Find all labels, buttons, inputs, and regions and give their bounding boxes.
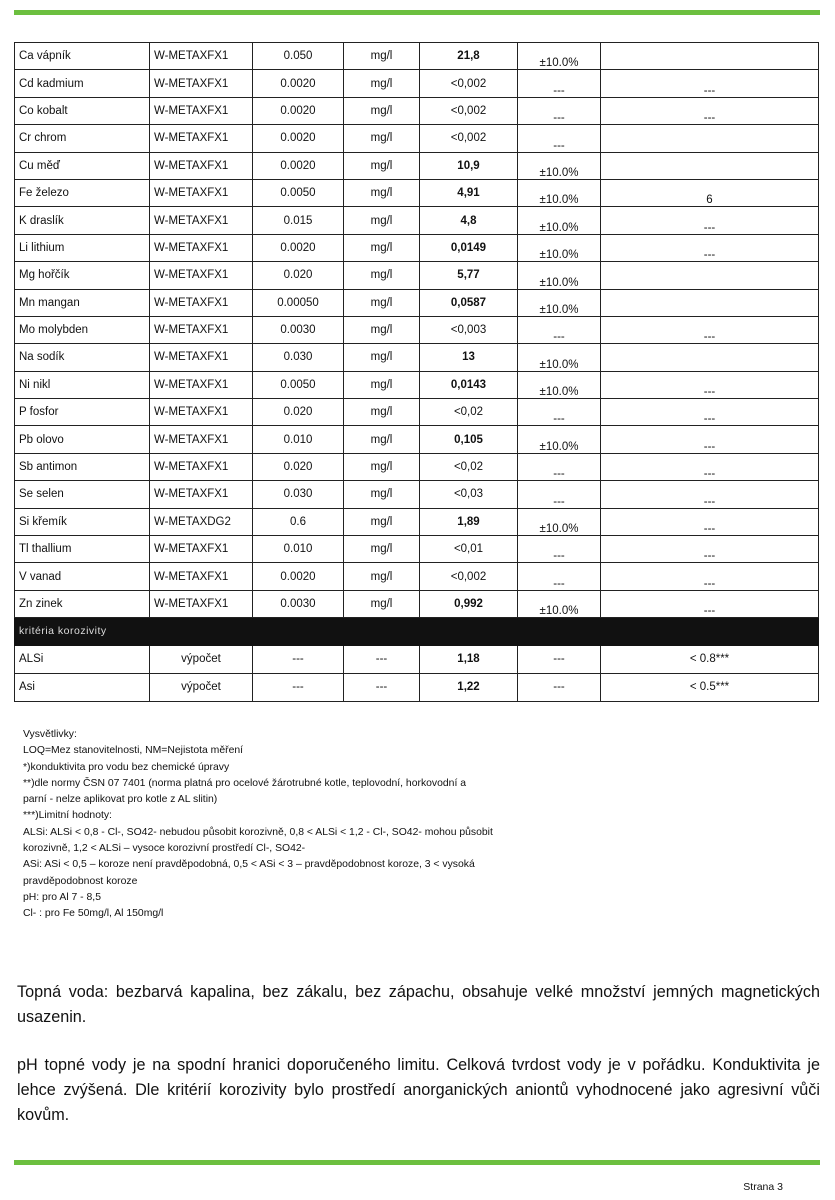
value-cell: <0,02 xyxy=(420,453,518,480)
table-row xyxy=(15,70,819,97)
loq-cell: 0.010 xyxy=(253,536,344,563)
table-row xyxy=(15,207,819,234)
unit-cell: mg/l xyxy=(344,289,420,316)
table-row xyxy=(15,590,819,617)
bottom-green-rule xyxy=(14,1160,820,1165)
unit-cell: mg/l xyxy=(344,590,420,617)
loq-cell: 0.030 xyxy=(253,344,344,371)
table-row xyxy=(15,152,819,179)
element-cell: Se selen xyxy=(15,481,150,508)
element-cell: Ca vápník xyxy=(15,43,150,70)
uncertainty-cell: ±10.0% xyxy=(518,426,601,453)
note-line: Cl- : pro Fe 50mg/l, Al 150mg/l xyxy=(23,908,164,920)
value-cell: 1,18 xyxy=(420,645,518,673)
value-cell: <0,002 xyxy=(420,70,518,97)
limit-cell: --- xyxy=(601,399,819,426)
note-line: ***)Limitní hodnoty: xyxy=(23,810,112,822)
value-cell: 1,89 xyxy=(420,508,518,535)
table-row xyxy=(15,536,819,563)
table-row xyxy=(15,262,819,289)
method-cell: W-METAXFX1 xyxy=(150,152,253,179)
section-title: kritéria korozivity xyxy=(15,618,819,645)
unit-cell: mg/l xyxy=(344,536,420,563)
value-cell: 4,8 xyxy=(420,207,518,234)
loq-cell: 0.00050 xyxy=(253,289,344,316)
unit-cell: mg/l xyxy=(344,125,420,152)
uncertainty-cell: ±10.0% xyxy=(518,43,601,70)
limit-cell xyxy=(601,262,819,289)
table-row xyxy=(15,97,819,124)
uncertainty-cell: ±10.0% xyxy=(518,152,601,179)
uncertainty-cell: ±10.0% xyxy=(518,179,601,206)
note-line: ASi: ASi < 0,5 – koroze není pravděpodobná, 0,5 < ASi < 3 – pravděpodobnost koroze, 3 < vysoká xyxy=(23,859,475,871)
limit-cell xyxy=(601,344,819,371)
value-cell: <0,002 xyxy=(420,563,518,590)
method-cell: W-METAXFX1 xyxy=(150,563,253,590)
note-line: pravděpodobnost koroze xyxy=(23,875,138,887)
table-row xyxy=(15,563,819,590)
element-cell: V vanad xyxy=(15,563,150,590)
uncertainty-cell: --- xyxy=(518,399,601,426)
unit-cell: mg/l xyxy=(344,344,420,371)
element-cell: Mn mangan xyxy=(15,289,150,316)
method-cell: W-METAXFX1 xyxy=(150,371,253,398)
unit-cell: mg/l xyxy=(344,97,420,124)
value-cell: 21,8 xyxy=(420,43,518,70)
element-cell: K draslík xyxy=(15,207,150,234)
paragraph-heating-water: Topná voda: bezbarvá kapalina, bez zákalu, bez zápachu, obsahuje velké množství jemných magnetických usazenin. xyxy=(17,983,820,1026)
method-cell: výpočet xyxy=(150,673,253,701)
section-header-row xyxy=(15,618,819,645)
limit-cell: < 0.8*** xyxy=(601,645,819,673)
limit-cell: < 0.5*** xyxy=(601,673,819,701)
table-row xyxy=(15,426,819,453)
element-cell: Mo molybden xyxy=(15,316,150,343)
results-table xyxy=(14,42,819,702)
element-cell: P fosfor xyxy=(15,399,150,426)
method-cell: W-METAXFX1 xyxy=(150,234,253,261)
uncertainty-cell: --- xyxy=(518,316,601,343)
note-line: LOQ=Mez stanovitelnosti, NM=Nejistota měření xyxy=(23,745,244,757)
unit-cell: mg/l xyxy=(344,316,420,343)
loq-cell: 0.0020 xyxy=(253,152,344,179)
value-cell: 4,91 xyxy=(420,179,518,206)
element-cell: Sb antimon xyxy=(15,453,150,480)
paragraph-assessment: pH topné vody je na spodní hranici doporučeného limitu. Celková tvrdost vody je v pořádku. Konduktivita je lehce zvýšená. Dle kritérií korozivity bylo prostředí anorganických aniontů vyhodnocené jako agresivní vůči kovům. xyxy=(17,1056,820,1124)
value-cell: <0,003 xyxy=(420,316,518,343)
method-cell: W-METAXFX1 xyxy=(150,316,253,343)
method-cell: W-METAXFX1 xyxy=(150,289,253,316)
note-line: pH: pro Al 7 - 8,5 xyxy=(23,891,101,903)
loq-cell: --- xyxy=(253,673,344,701)
value-cell: 1,22 xyxy=(420,673,518,701)
method-cell: W-METAXFX1 xyxy=(150,536,253,563)
uncertainty-cell: ±10.0% xyxy=(518,590,601,617)
element-cell: Tl thallium xyxy=(15,536,150,563)
unit-cell: mg/l xyxy=(344,453,420,480)
loq-cell: 0.020 xyxy=(253,399,344,426)
method-cell: W-METAXDG2 xyxy=(150,508,253,535)
value-cell: 0,105 xyxy=(420,426,518,453)
note-line: ALSi: ALSi < 0,8 - Cl-, SO42- nebudou působit korozivně, 0,8 < ALSi < 1,2 - Cl-, SO42- mohou působit xyxy=(23,826,493,838)
value-cell: 0,0149 xyxy=(420,234,518,261)
unit-cell: mg/l xyxy=(344,481,420,508)
loq-cell: --- xyxy=(253,645,344,673)
limit-cell: --- xyxy=(601,426,819,453)
note-line: **)dle normy ČSN 07 7401 (norma platná pro ocelové žárotrubné kotle, teplovodní, horkovodní a xyxy=(23,777,467,789)
top-green-rule xyxy=(14,10,820,15)
table-row xyxy=(15,289,819,316)
uncertainty-cell: --- xyxy=(518,563,601,590)
uncertainty-cell: ±10.0% xyxy=(518,234,601,261)
value-cell: 0,992 xyxy=(420,590,518,617)
loq-cell: 0.015 xyxy=(253,207,344,234)
limit-cell: --- xyxy=(601,316,819,343)
table-row xyxy=(15,344,819,371)
element-cell: Ni nikl xyxy=(15,371,150,398)
unit-cell: mg/l xyxy=(344,563,420,590)
unit-cell: --- xyxy=(344,645,420,673)
criterion-cell: Asi xyxy=(15,673,150,701)
table-row xyxy=(15,453,819,480)
element-cell: Mg hořčík xyxy=(15,262,150,289)
corrosion-row xyxy=(15,673,819,701)
note-line: Vysvětlivky: xyxy=(23,729,77,740)
value-cell: 0,0587 xyxy=(420,289,518,316)
unit-cell: mg/l xyxy=(344,70,420,97)
table-row xyxy=(15,125,819,152)
limit-cell: --- xyxy=(601,481,819,508)
unit-cell: mg/l xyxy=(344,399,420,426)
table-row xyxy=(15,179,819,206)
loq-cell: 0.020 xyxy=(253,262,344,289)
uncertainty-cell: ±10.0% xyxy=(518,508,601,535)
method-cell: W-METAXFX1 xyxy=(150,125,253,152)
uncertainty-cell: --- xyxy=(518,70,601,97)
results-table-body xyxy=(15,43,819,702)
uncertainty-cell: --- xyxy=(518,453,601,480)
element-cell: Co kobalt xyxy=(15,97,150,124)
element-cell: Cd kadmium xyxy=(15,70,150,97)
limit-cell: --- xyxy=(601,453,819,480)
table-row xyxy=(15,481,819,508)
note-line: *)konduktivita pro vodu bez chemické úpravy xyxy=(23,761,230,773)
method-cell: W-METAXFX1 xyxy=(150,399,253,426)
method-cell: W-METAXFX1 xyxy=(150,262,253,289)
loq-cell: 0.0020 xyxy=(253,234,344,261)
value-cell: 13 xyxy=(420,344,518,371)
table-row xyxy=(15,234,819,261)
element-cell: Pb olovo xyxy=(15,426,150,453)
explanatory-notes xyxy=(23,727,623,923)
value-cell: <0,02 xyxy=(420,399,518,426)
element-cell: Na sodík xyxy=(15,344,150,371)
unit-cell: --- xyxy=(344,673,420,701)
method-cell: W-METAXFX1 xyxy=(150,590,253,617)
loq-cell: 0.0030 xyxy=(253,590,344,617)
unit-cell: mg/l xyxy=(344,426,420,453)
element-cell: Si křemík xyxy=(15,508,150,535)
uncertainty-cell: ±10.0% xyxy=(518,207,601,234)
method-cell: W-METAXFX1 xyxy=(150,344,253,371)
method-cell: W-METAXFX1 xyxy=(150,179,253,206)
loq-cell: 0.030 xyxy=(253,481,344,508)
value-cell: <0,002 xyxy=(420,97,518,124)
limit-cell xyxy=(601,125,819,152)
unit-cell: mg/l xyxy=(344,179,420,206)
method-cell: W-METAXFX1 xyxy=(150,207,253,234)
table-row xyxy=(15,508,819,535)
limit-cell: --- xyxy=(601,207,819,234)
loq-cell: 0.0020 xyxy=(253,563,344,590)
table-row xyxy=(15,316,819,343)
value-cell: 10,9 xyxy=(420,152,518,179)
loq-cell: 0.0020 xyxy=(253,125,344,152)
limit-cell: --- xyxy=(601,563,819,590)
limit-cell xyxy=(601,43,819,70)
method-cell: W-METAXFX1 xyxy=(150,70,253,97)
uncertainty-cell: ±10.0% xyxy=(518,262,601,289)
unit-cell: mg/l xyxy=(344,262,420,289)
method-cell: výpočet xyxy=(150,645,253,673)
value-cell: <0,002 xyxy=(420,125,518,152)
limit-cell: --- xyxy=(601,508,819,535)
element-cell: Zn zinek xyxy=(15,590,150,617)
unit-cell: mg/l xyxy=(344,371,420,398)
uncertainty-cell: ±10.0% xyxy=(518,289,601,316)
uncertainty-cell: --- xyxy=(518,673,601,701)
uncertainty-cell: --- xyxy=(518,645,601,673)
value-cell: <0,03 xyxy=(420,481,518,508)
uncertainty-cell: --- xyxy=(518,125,601,152)
limit-cell: --- xyxy=(601,234,819,261)
uncertainty-cell: --- xyxy=(518,536,601,563)
uncertainty-cell: --- xyxy=(518,481,601,508)
element-cell: Cu měď xyxy=(15,152,150,179)
value-cell: 5,77 xyxy=(420,262,518,289)
limit-cell: --- xyxy=(601,590,819,617)
criterion-cell: ALSi xyxy=(15,645,150,673)
corrosion-row xyxy=(15,645,819,673)
element-cell: Fe železo xyxy=(15,179,150,206)
method-cell: W-METAXFX1 xyxy=(150,481,253,508)
loq-cell: 0.0050 xyxy=(253,371,344,398)
method-cell: W-METAXFX1 xyxy=(150,97,253,124)
limit-cell xyxy=(601,152,819,179)
uncertainty-cell: ±10.0% xyxy=(518,344,601,371)
table-row xyxy=(15,371,819,398)
loq-cell: 0.050 xyxy=(253,43,344,70)
method-cell: W-METAXFX1 xyxy=(150,426,253,453)
loq-cell: 0.0030 xyxy=(253,316,344,343)
value-cell: 0,0143 xyxy=(420,371,518,398)
unit-cell: mg/l xyxy=(344,152,420,179)
element-cell: Cr chrom xyxy=(15,125,150,152)
unit-cell: mg/l xyxy=(344,43,420,70)
loq-cell: 0.020 xyxy=(253,453,344,480)
note-line: korozivně, 1,2 < ALSi – vysoce korozivní prostředí Cl-, SO42- xyxy=(23,843,306,855)
element-cell: Li lithium xyxy=(15,234,150,261)
loq-cell: 0.0020 xyxy=(253,70,344,97)
limit-cell: --- xyxy=(601,371,819,398)
limit-cell: --- xyxy=(601,97,819,124)
uncertainty-cell: --- xyxy=(518,97,601,124)
method-cell: W-METAXFX1 xyxy=(150,453,253,480)
limit-cell xyxy=(601,289,819,316)
limit-cell: 6 xyxy=(601,179,819,206)
loq-cell: 0.6 xyxy=(253,508,344,535)
loq-cell: 0.0020 xyxy=(253,97,344,124)
value-cell: <0,01 xyxy=(420,536,518,563)
table-row xyxy=(15,399,819,426)
note-line: parní - nelze aplikovat pro kotle z AL slitin) xyxy=(23,794,218,806)
limit-cell: --- xyxy=(601,70,819,97)
method-cell: W-METAXFX1 xyxy=(150,43,253,70)
unit-cell: mg/l xyxy=(344,508,420,535)
unit-cell: mg/l xyxy=(344,234,420,261)
limit-cell: --- xyxy=(601,536,819,563)
uncertainty-cell: ±10.0% xyxy=(518,371,601,398)
loq-cell: 0.0050 xyxy=(253,179,344,206)
loq-cell: 0.010 xyxy=(253,426,344,453)
unit-cell: mg/l xyxy=(344,207,420,234)
page-number: Strana 3 xyxy=(743,1181,783,1193)
table-row xyxy=(15,43,819,70)
